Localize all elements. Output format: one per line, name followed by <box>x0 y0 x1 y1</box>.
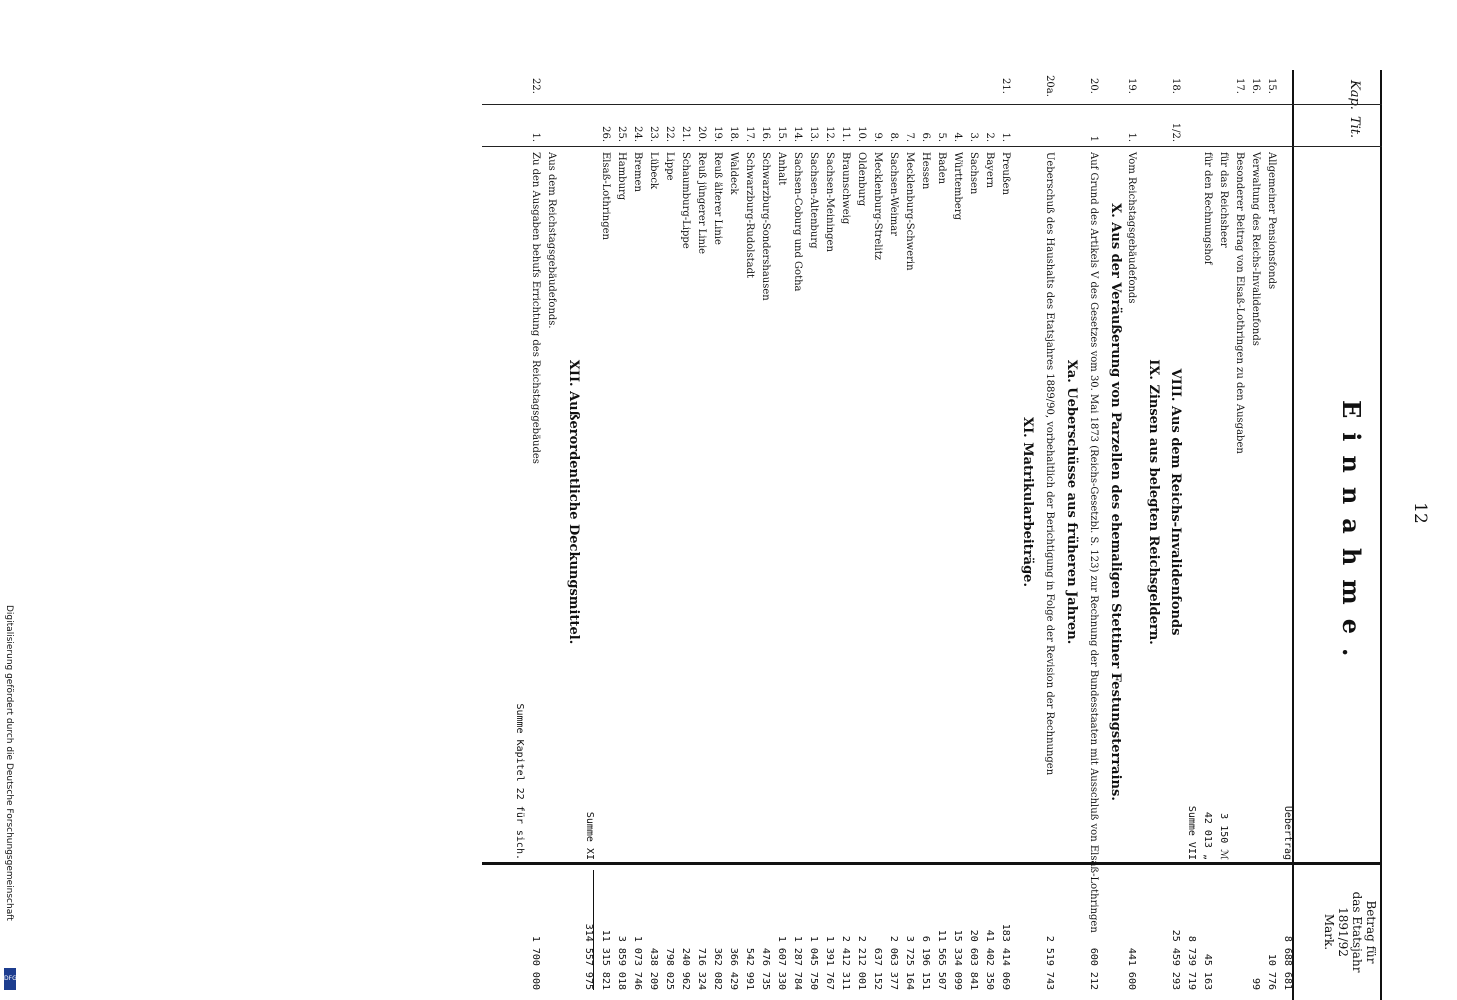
amount-cell: 11 315 821 <box>600 929 611 990</box>
table-row <box>1228 0 1244 1000</box>
description-cell: IX. Zinsen aus belegten Reichsgeldern. <box>1146 359 1161 645</box>
digitization-note <box>4 605 14 995</box>
table-row <box>1136 0 1161 1000</box>
table-row <box>914 0 930 1000</box>
amount-header-line2: das Etatsjahr <box>1350 891 1364 973</box>
amount-cell: 362 082 <box>712 947 723 990</box>
amount-cell: 2 212 001 <box>856 935 867 990</box>
amount-cell: 11 565 507 <box>936 929 947 990</box>
table-row <box>834 0 850 1000</box>
description-cell: Lübeck <box>648 152 659 190</box>
table-row <box>706 0 722 1000</box>
description-cell: Sachsen-Coburg und Gotha <box>792 152 803 292</box>
amount-cell: 441 600 <box>1126 947 1137 990</box>
table-row <box>1244 0 1260 1000</box>
table-row <box>978 0 994 1000</box>
description-cell: Hessen <box>920 152 931 190</box>
section-title: Einnahme. <box>1337 400 1366 671</box>
amount-cell: 41 402 350 <box>984 929 995 990</box>
tit-cell: 15. <box>776 126 787 142</box>
description-cell: Württemberg <box>952 152 963 221</box>
tit-cell: 23. <box>648 126 659 142</box>
table-row <box>818 0 834 1000</box>
description-cell: Sachsen-Altenburg <box>808 152 819 249</box>
description-cell: Schaumburg-Lippe <box>680 152 691 249</box>
description-cell: XII. Außerordentliche Deckungsmittel. <box>566 359 581 645</box>
tit-cell: 1 <box>1088 135 1099 142</box>
subtotal-cell: Summe Kapitel 22 für sich. <box>514 703 525 860</box>
amount-unit: Mark. <box>1322 913 1336 951</box>
amount-cell: 3 725 164 <box>904 935 915 990</box>
table-row <box>946 0 962 1000</box>
description-cell: Schwarzburg-Sondershausen <box>760 152 771 301</box>
table-row <box>1054 0 1079 1000</box>
table-row <box>642 0 658 1000</box>
table-row <box>930 0 946 1000</box>
dfg-logo: DFG <box>4 968 16 990</box>
description-cell: Mecklenburg-Schwerin <box>904 152 915 271</box>
table-row <box>722 0 738 1000</box>
amount-cell: 1 391 767 <box>824 935 835 990</box>
subtotal-cell: Summe VII <box>1186 805 1197 860</box>
description-cell: Reuß jüngerer Linie <box>696 152 707 255</box>
description-cell: Zu den Ausgaben behufs Errichtung des Reichstagsgebäudes <box>530 152 541 464</box>
amount-cell: 240 962 <box>680 947 691 990</box>
kap-cell: 17. <box>1234 78 1245 94</box>
tit-cell: 4. <box>952 132 963 142</box>
table-row <box>962 0 978 1000</box>
kap-cell: 22. <box>530 78 541 94</box>
table-row <box>994 0 1010 1000</box>
description-cell: Oldenburg <box>856 152 867 207</box>
description-cell: Aus dem Reichstagsgebäudefonds. <box>546 152 557 329</box>
tit-cell: 14. <box>792 126 803 142</box>
description-cell: Sachsen-Weimar <box>888 152 899 236</box>
tit-cell: 26. <box>600 126 611 142</box>
subtotal-cell: Summe XI <box>584 811 595 860</box>
description-cell: Bremen <box>632 152 643 192</box>
description-cell: Elsaß-Lothringen <box>600 152 611 240</box>
tit-cell: 22. <box>664 126 675 142</box>
table-row <box>850 0 866 1000</box>
tit-cell: 10. <box>856 126 867 142</box>
subtotal-cell: 3 150 ℳ <box>1218 813 1229 860</box>
amount-cell: 99 <box>1250 977 1261 990</box>
subtotal-cell: Uebertrag <box>1282 805 1293 860</box>
tit-cell: 13. <box>808 126 819 142</box>
tit-cell: 16. <box>760 126 771 142</box>
description-cell: Lippe <box>664 152 675 181</box>
kap-cell: 20. <box>1088 78 1099 94</box>
amount-cell: 20 603 841 <box>968 929 979 990</box>
table-row <box>594 0 610 1000</box>
amount-cell: 366 429 <box>728 947 739 990</box>
table-row <box>1276 0 1292 1000</box>
table-body <box>508 0 1292 1000</box>
tit-cell: 17. <box>744 126 755 142</box>
tit-cell: 20. <box>696 126 707 142</box>
description-cell: Braunschweig <box>840 152 851 225</box>
amount-header-line1: Betrag für <box>1364 900 1378 964</box>
amount-cell: 6 196 151 <box>920 935 931 990</box>
amount-cell: 15 334 099 <box>952 929 963 990</box>
header-bottom-rule <box>1292 70 1294 1000</box>
amount-cell: 542 991 <box>744 947 755 990</box>
description-cell: für das Reichsheer <box>1218 152 1229 248</box>
amount-cell: 476 735 <box>760 947 771 990</box>
table-row <box>786 0 802 1000</box>
amount-cell: 637 152 <box>872 947 883 990</box>
description-cell: Mecklenburg-Strelitz <box>872 152 883 261</box>
table-row <box>1032 0 1054 1000</box>
amount-cell: 438 209 <box>648 947 659 990</box>
tit-cell: 8. <box>888 132 899 142</box>
tit-cell: 21. <box>680 126 691 142</box>
table-row <box>1158 0 1183 1000</box>
description-cell: Sachsen-Meiningen <box>824 152 835 252</box>
table-row <box>882 0 898 1000</box>
tit-cell: 25. <box>616 126 627 142</box>
table-row <box>866 0 882 1000</box>
amount-cell: 25 459 293 <box>1170 929 1181 990</box>
table-row <box>1098 0 1123 1000</box>
kap-cell: 18. <box>1170 78 1181 94</box>
tit-cell: 18. <box>728 126 739 142</box>
amount-cell: 8 739 719 <box>1186 935 1197 990</box>
tit-cell: 24. <box>632 126 643 142</box>
description-cell: Xa. Ueberschüsse aus früheren Jahren. <box>1064 359 1079 645</box>
tit-column-header: Tit. <box>1347 116 1362 139</box>
description-cell: Vom Reichstagsgebäudefonds <box>1126 152 1137 304</box>
description-cell: XI. Matrikularbeiträge. <box>1020 417 1035 587</box>
table-row <box>690 0 706 1000</box>
table-row <box>556 0 581 1000</box>
table-row <box>1076 0 1098 1000</box>
amount-cell: 1 287 784 <box>792 935 803 990</box>
description-cell: Reuß älterer Linie <box>712 152 723 245</box>
description-cell: Besonderer Beitrag von Elsaß-Lothringen zu den Ausgaben <box>1234 152 1245 454</box>
header-top-rule <box>1380 70 1382 1000</box>
subtotal-cell: 42 013 „ <box>1202 811 1213 860</box>
tit-cell: 9. <box>872 132 883 142</box>
tit-cell: 19. <box>712 126 723 142</box>
table-row <box>540 0 556 1000</box>
amount-cell: 600 212 <box>1088 947 1099 990</box>
description-cell: für den Rechnungshof <box>1202 152 1213 265</box>
description-cell: Verwaltung des Reichs-Invalidenfonds <box>1250 152 1261 346</box>
description-cell: Bayern <box>984 152 995 189</box>
table-row <box>1260 0 1276 1000</box>
table-row <box>802 0 818 1000</box>
amount-cell: 1 607 330 <box>776 935 787 990</box>
table-row <box>1010 0 1035 1000</box>
tit-cell: 1. <box>530 132 541 142</box>
digitization-note-text: Digitalisierung gefördert durch die Deutsche Forschungsgemeinschaft <box>4 605 14 921</box>
table-row <box>1212 0 1228 1000</box>
amount-cell: 2 063 377 <box>888 935 899 990</box>
kap-cell: 21. <box>1000 78 1011 94</box>
amount-column-header <box>1322 872 1378 992</box>
amount-cell: 2 519 743 <box>1044 935 1055 990</box>
table-row <box>754 0 770 1000</box>
amount-cell: 3 859 018 <box>616 935 627 990</box>
description-cell: Anhalt <box>776 152 787 186</box>
tit-cell: 5. <box>936 132 947 142</box>
amount-cell: 1 045 750 <box>808 935 819 990</box>
description-cell: Preußen <box>1000 152 1011 195</box>
table-row <box>508 0 524 1000</box>
description-cell: Schwarzburg-Rudolstadt <box>744 152 755 278</box>
amount-cell: 183 414 069 <box>1000 923 1011 990</box>
description-cell: Sachsen <box>968 152 979 195</box>
description-cell: Ueberschuß des Haushalts des Etatsjahres 1889/90, vorbehaltlich der Berichtigung in Folge der Revision der Rechnungen <box>1044 152 1055 776</box>
table-row <box>674 0 690 1000</box>
amount-cell: 716 324 <box>696 947 707 990</box>
amount-cell: 8 688 681 <box>1282 935 1293 990</box>
tit-cell: 1. <box>1000 132 1011 142</box>
amount-cell: 798 025 <box>664 947 675 990</box>
table-row <box>524 0 540 1000</box>
table-header <box>1292 0 1382 1000</box>
table-row <box>738 0 754 1000</box>
table-row <box>770 0 786 1000</box>
page-number: 12 <box>1410 502 1430 524</box>
table-row <box>658 0 674 1000</box>
kap-column-header: Kap. <box>1347 80 1362 110</box>
kap-cell: 19. <box>1126 78 1137 94</box>
amount-cell: 1 700 000 <box>530 935 541 990</box>
description-cell: Waldeck <box>728 152 739 195</box>
description-cell: Hamburg <box>616 152 627 201</box>
table-row <box>626 0 642 1000</box>
amount-cell: 314 557 975 <box>583 870 595 990</box>
amount-cell: 2 412 311 <box>840 935 851 990</box>
description-cell: X. Aus der Veräußerung von Parzellen des ehemaligen Stettiner Festungsterrains. <box>1108 203 1123 801</box>
tit-cell: 12. <box>824 126 835 142</box>
kap-cell: 20a. <box>1044 75 1055 97</box>
description-cell: Baden <box>936 152 947 185</box>
amount-cell: 1 073 746 <box>632 935 643 990</box>
kap-cell: 16. <box>1250 78 1261 94</box>
tit-cell: 1/2. <box>1170 122 1181 142</box>
tit-cell: 2. <box>984 132 995 142</box>
amount-cell: 10 776 <box>1266 953 1277 990</box>
description-cell: Auf Grund des Artikels V des Gesetzes vom 30. Mai 1873 (Reichs-Gesetzbl. S. 123) zur Rechnung der Bundesstaaten mit Ausschluß von Elsaß-Lothringen <box>1088 152 1099 933</box>
tit-cell: 3. <box>968 132 979 142</box>
table-row <box>898 0 914 1000</box>
tit-cell: 6. <box>920 132 931 142</box>
description-cell: Allgemeiner Pensionsfonds <box>1266 152 1277 290</box>
tit-cell: 11. <box>840 126 851 142</box>
amount-header-line3: 1891/92 <box>1336 907 1350 957</box>
amount-cell: 45 163 <box>1202 953 1213 990</box>
description-cell: VIII. Aus dem Reichs-Invalidenfonds <box>1168 368 1183 636</box>
table-row <box>1196 0 1212 1000</box>
kap-cell: 15. <box>1266 78 1277 94</box>
table-row <box>610 0 626 1000</box>
tit-cell: 7. <box>904 132 915 142</box>
tit-cell: 1. <box>1126 132 1137 142</box>
